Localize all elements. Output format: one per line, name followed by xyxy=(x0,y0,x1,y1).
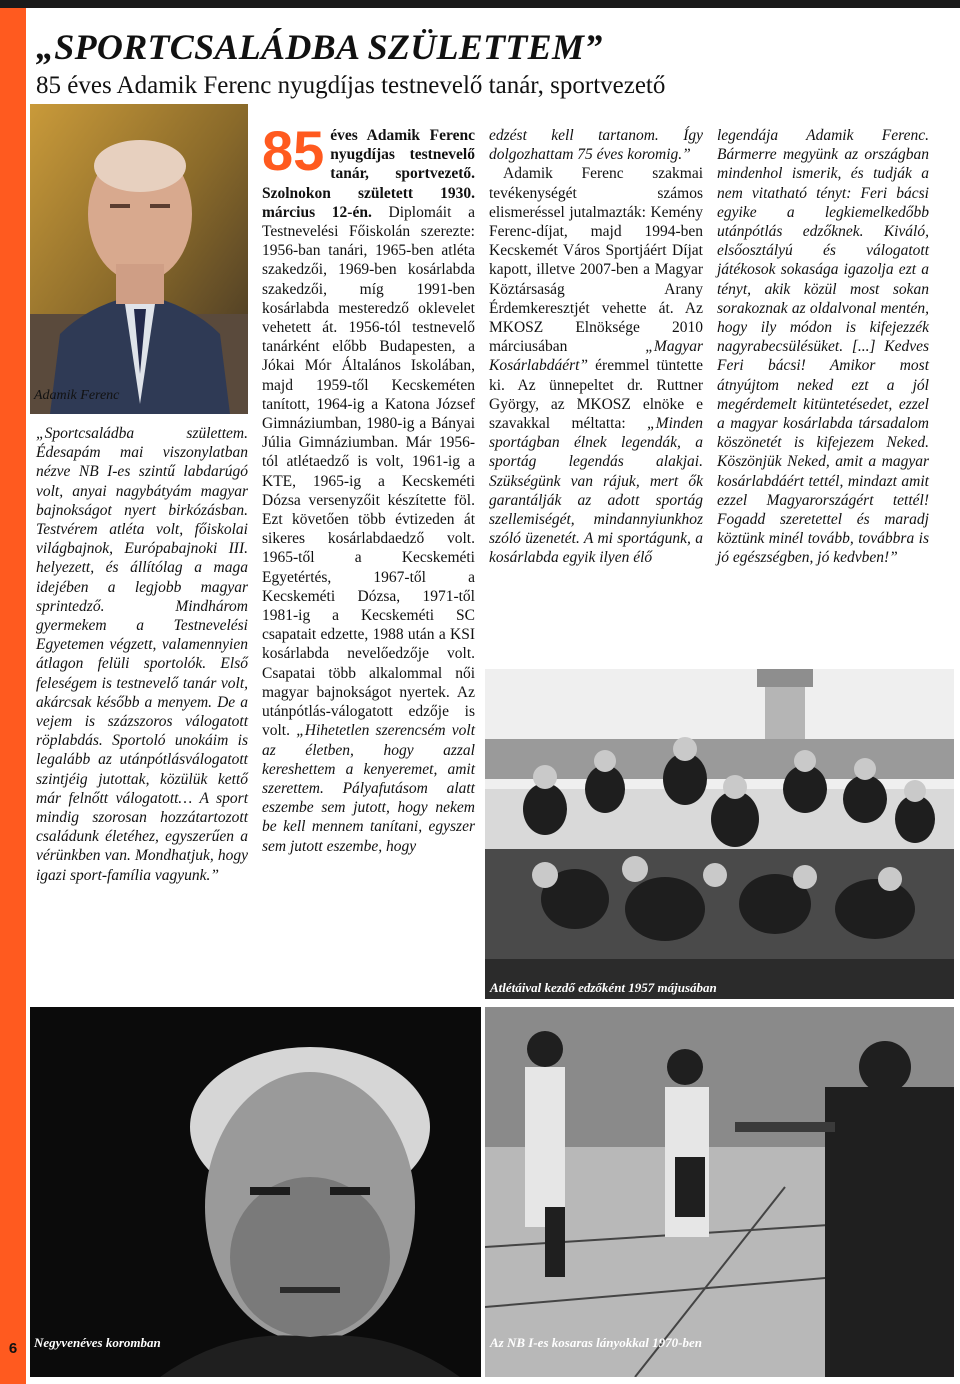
left-accent-bar xyxy=(0,8,26,1384)
award-name: „Magyar Kosárlabdáért” xyxy=(489,338,703,375)
column-1-quote-text: „Sportcsaládba születtem. Édesapám mai viszonylatban nézve NB I-es szintű labdarúgó volt, anyai nagybátyám magyar bajnokságot nyert birkózásban. Testvérem atléta volt, főiskolai világbajnok, Európabajnoki III. helyezett, és állítólag a maga idejében a legjobb magyar sprintedző. Mindhárom gyermekem a Testnevelési Egyetemen végzett, valamennyien átlagon felüli sportolók. Első feleségem is testnevelő tanár volt, akárcsak később a menyem. De a vejem is százszoros válogatott röplabdás. Sportoló unokáim is legalább az utánpótlásválogatott szintjéig jutottak, közülük kettő már felnőtt válogatott… A sport mindig szorosan hozzátartozott családunk életéhez, egyszerűen a vérünkben van. Mondhatjuk, hogy igazi sport-família vagyunk.” xyxy=(36,425,248,884)
president-quote: „Minden sportágban élnek legendák, a sportág legendás alakjai. Szükségünk van rájuk, mert ők garantálják az adott sportág szellemiségét, mindannyiunkhoz szóló üzenetét. A mi sportágunk, a kosárlabda egyik ilyen élő xyxy=(489,415,703,567)
caption-group-photo: Atlétáival kezdő edzőként 1957 májusában xyxy=(490,980,717,995)
lead-paragraph: éves Adamik Ferenc nyugdíjas testnevelő tanár, sportvezető. Szolnokon született 1930. március 12-én. xyxy=(262,127,475,221)
column-1-quote xyxy=(36,424,248,885)
portrait-photo-top xyxy=(30,104,248,414)
big-number-85: 85 xyxy=(262,119,325,182)
article-subtitle: 85 éves Adamik Ferenc nyugdíjas testnevelő tanár, sportvezető xyxy=(36,72,666,99)
caption-team-photo: Az NB I-es kosaras lányokkal 1970-ben xyxy=(490,1335,702,1350)
awards-text-2: éremmel tüntette ki. Az ünnepeltet dr. Ruttner György, az MKOSZ elnöke e szavakkal méltatta: xyxy=(489,357,703,433)
body-paragraph-1: Diplomáit a Testnevelési Főiskolán szerezte: 1956-ban tanári, 1965-ben atléta szakedzői, 1969-ben kosárlabda szakedzői, míg 1991-ben kosárlabda mesteredző oklevelet vehetett át. 1956-tól testnevelő tanárként előbb Budapesten, a Jókai Mór Általános Iskolában, majd 1959-től Kecskeméten tanított, 1964-ig a Katona József Gimnáziumban, 1980-ig a Bányai Júlia Gimnáziumban. Már 1956-tól atlétaedző is volt, 1961-ig a KTE, 1965-ig a Kecskeméti Dózsa versenyzőit készítette föl. Ezt követően több évtizeden át sikeres kosárlabdaedző volt. 1965-től a Kecskeméti Egyetértés, 1967-től a Kecskeméti Dózsa, 1971-től 1981-ig a Kecskeméti SC csapatait edzette, 1988 után a KSI kosárlabda nevelőedzője volt. Csapatai több alkalommal női magyar bajnokságot nyertek. Az utánpótlás-válogatott edzője is volt. xyxy=(262,203,475,740)
caption-portrait-top: Adamik Ferenc xyxy=(34,388,120,403)
awards-paragraph xyxy=(489,164,703,567)
article-title: „SPORTCSALÁDBA SZÜLETTEM” xyxy=(36,27,603,67)
awards-text: Adamik Ferenc szakmai tevékenységét számos elismeréssel jutalmazták: Kemény Ferenc-díjat, majd 1994-ben Kecskemét Város Sportjáért Díjat kapott, illetve 2007-ben a Magyar Köztársaság Arany Érdemkeresztjét vehette át. Az MKOSZ Elnöksége 2010 márciusában xyxy=(489,165,703,356)
portrait-photo-bottom xyxy=(30,1007,481,1377)
column-4-quote-text: legendája Adamik Ferenc. Bármerre megyünk az országban mindenhol ismerik, és tudják a nem vitatható tényt: Feri bácsi egyike a legkiemelkedőbb utánpótlás edzőknek. Kiváló, elsőosztályú és válogatott játékosok sokasága igazolja ezt a tényt, akik közül most sokan sorakoznak az oldalvonal mentén, hogy ily módon is kifejezzék nagyrabecsülésüket. [...] Kedves Feri bácsi! Amikor most átnyújtom neked ezt a jól megérdemelt kitüntetésedet, ezzel a magyar kosárlabda társadalom köszönetét is kifejezem Neked. Köszönjük Neked, amit a magyar kosárlabdáért tettél, mindazt amit ezzel Magyarországért tettél! Fogadd szeretettel és maradj köztünk minél tovább, továbbra is jó egészségben, jó kedvben!” xyxy=(717,127,929,567)
team-photo-1970 xyxy=(485,1007,954,1377)
column-3 xyxy=(489,126,703,568)
quote-paragraph-1: „Hihetetlen szerencsém volt az életben, hogy azzal kereshettem a kenyeremet, amit szerettem. Pályafutásom alatt eszembe sem jutott, hogy nekem be kell mennem tanítani, egyszer sem jutott eszembe, hogy xyxy=(262,722,475,855)
page-number: 6 xyxy=(8,1340,18,1357)
column-2 xyxy=(262,119,475,856)
group-photo-1957 xyxy=(485,669,954,999)
top-bar xyxy=(0,0,960,8)
caption-portrait-bottom: Negyvenéves koromban xyxy=(34,1335,161,1350)
quote-end-text: edzést kell tartanom. Így dolgozhattam 75 éves koromig.” xyxy=(489,127,703,164)
column-4 xyxy=(717,126,929,568)
